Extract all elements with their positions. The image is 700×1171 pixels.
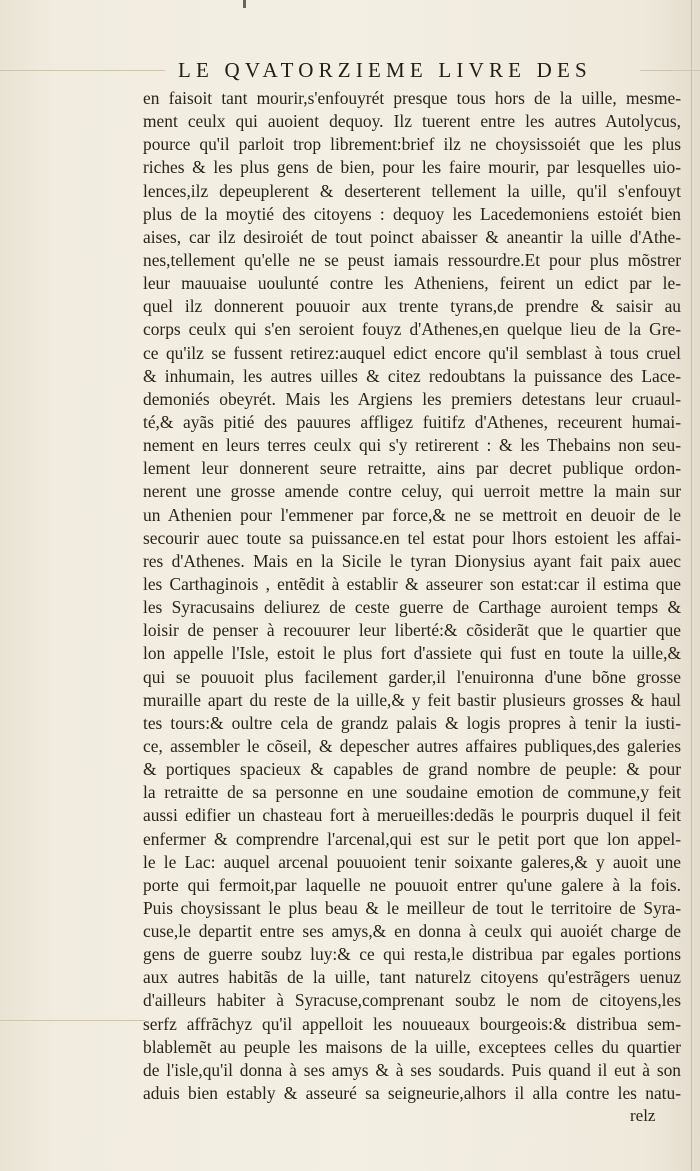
text-line: Puis choysissant le plus beau & le meilleur de tout le territoire de Syra- <box>143 897 681 918</box>
text-line: lon appelle l'Isle, estoit le plus fort d'assiete qui fust en toute la uille,& <box>143 643 681 664</box>
text-line: corps ceulx qui s'en seroient fouyz d'Athenes,en quelque lieu de la Gre- <box>143 319 681 340</box>
text-line: ment ceulx qui auoient dequoy. Ilz tuerent entre les autres Autolycus, <box>143 111 681 132</box>
text-line: gens de guerre soubz luy:& ce qui resta,le distribua par egales portions <box>143 944 681 965</box>
text-line: ce qu'ilz se fussent retirez:auquel edict encore qu'il semblast à tous cruel <box>143 342 681 363</box>
text-line: nes,tellement qu'elle ne se peust iamais ressourdre.Et pour plus mõstrer <box>143 249 681 270</box>
text-line: quel ilz donnerent pouuoir aux trente tyrans,de prendre & saisir au <box>143 296 681 317</box>
text-line: ce, assembler le cõseil, & depescher autres affaires publiques,des galeries <box>143 735 681 756</box>
text-line: nerent une grosse amende contre celuy, qui uerroit mettre la main sur <box>143 481 681 502</box>
text-line: cuse,le departit entre ses amys,& en donna à ceulx qui auoiét charge de <box>143 921 681 942</box>
text-line: lement leur donnerent seure retraitte, ains par decret publique ordon- <box>143 458 681 479</box>
text-line: un Athenien pour l'emmener par force,& ne se mettroit en deuoir de le <box>143 504 681 525</box>
text-line: secourir auec toute sa puissance.en tel estat pour lhors estoient les affai- <box>143 527 681 548</box>
text-line: qui se pouuoit plus facilement garder,il l'enuironna d'une bõne grosse <box>143 666 681 687</box>
text-line: muraille apart du reste de la uille,& y feit bastir plusieurs grosses & haul <box>143 689 681 710</box>
text-line: pource qu'il parloit trop librement:brief ilz ne choysissoiét que les plus <box>143 134 681 155</box>
text-line: aussi edifier un chasteau fort à merueilles:dedãs le pourpris duquel il feit <box>143 805 681 826</box>
catchword: relz <box>630 1106 656 1125</box>
page-edge <box>691 0 692 1171</box>
text-line: de l'isle,qu'il donna à ses amys & à ses soudards. Puis quand il eut à son <box>143 1059 681 1080</box>
text-line: tes tours:& oultre cela de grandz palais & logis propres à tenir la iusti- <box>143 712 681 733</box>
text-line: le le Lac: auquel arcenal pouuoient tenir soixante galeres,& y auoit une <box>143 851 681 872</box>
text-line: en faisoit tant mourir,s'enfouyrét presque tous hors de la uille, mesme- <box>143 88 681 108</box>
top-mark <box>243 0 246 8</box>
text-line: riches & les plus gens de bien, pour les faire mourir, par lesquelles uio- <box>143 157 681 178</box>
show-through-rule <box>0 70 165 71</box>
text-line: la retraitte de sa personne en une soudaine emotion de commune,y feit <box>143 782 681 803</box>
text-line: d'ailleurs habiter à Syracuse,comprenant soubz le nom de citoyens,les <box>143 990 681 1011</box>
show-through-rule <box>0 1020 145 1021</box>
show-through-rule <box>640 70 700 71</box>
text-line: les Carthaginois , entẽdit à establir & asseurer son estat:car il estima que <box>143 573 681 594</box>
running-head: LE QVATORZIEME LIVRE DES <box>178 58 592 82</box>
text-line: loisir de penser à recouurer leur liberté:& cõsiderãt que le quartier que <box>143 620 681 641</box>
body-text <box>143 87 681 1105</box>
text-line: res d'Athenes. Mais en la Sicile le tyran Dionysius ayant fait paix auec <box>143 550 681 571</box>
text-line: les Syracusains deliurez de ceste guerre de Carthage auroient temps & <box>143 597 681 618</box>
text-line: aux autres habitãs de la uille, tant naturelz citoyens qu'estrãgers uenuz <box>143 967 681 988</box>
text-line: leur mauuaise uoulunté contre les Atheniens, feirent un edict par le- <box>143 273 681 294</box>
text-line: & inhumain, les autres uilles & citez redoubtans la puissance des Lace- <box>143 365 681 386</box>
text-line: & portiques spacieux & capables de grand nombre de peuple: & pour <box>143 759 681 780</box>
text-line: enfermer & comprendre l'arcenal,qui est sur le petit port que lon appel- <box>143 828 681 849</box>
text-line: porte qui fermoit,par laquelle ne pouuoit entrer qu'une galere à la fois. <box>143 874 681 895</box>
text-line: plus de la moytié des citoyens : dequoy les Lacedemoniens estoiét bien <box>143 203 681 224</box>
text-line: aises, car ilz desiroiét de tout poinct abaisser & aneantir la uille d'Athe- <box>143 226 681 247</box>
text-line: nement en leurs terres ceulx qui s'y retirerent : & les Thebains non seu- <box>143 435 681 456</box>
text-line: blablemẽt au peuple les maisons de la uille, exceptees celles du quartier <box>143 1036 681 1057</box>
text-line: serfz affrãchyz qu'il appelloit les nouueaux bourgeois:& distribua sem- <box>143 1013 681 1034</box>
text-line: aduis bien estably & asseuré sa seigneurie,alhors il alla contre les natu- <box>143 1083 681 1104</box>
text-line: té,& ayãs pitié des pauures affligez fuitifz d'Athenes, receurent humai- <box>143 411 681 432</box>
text-line: demoniés obeyrét. Mais les Argiens les premiers detestans leur cruaul- <box>143 388 681 409</box>
text-line: lences,ilz depeuplerent & deserterent tellement la uille, qu'il s'enfouyt <box>143 180 681 201</box>
